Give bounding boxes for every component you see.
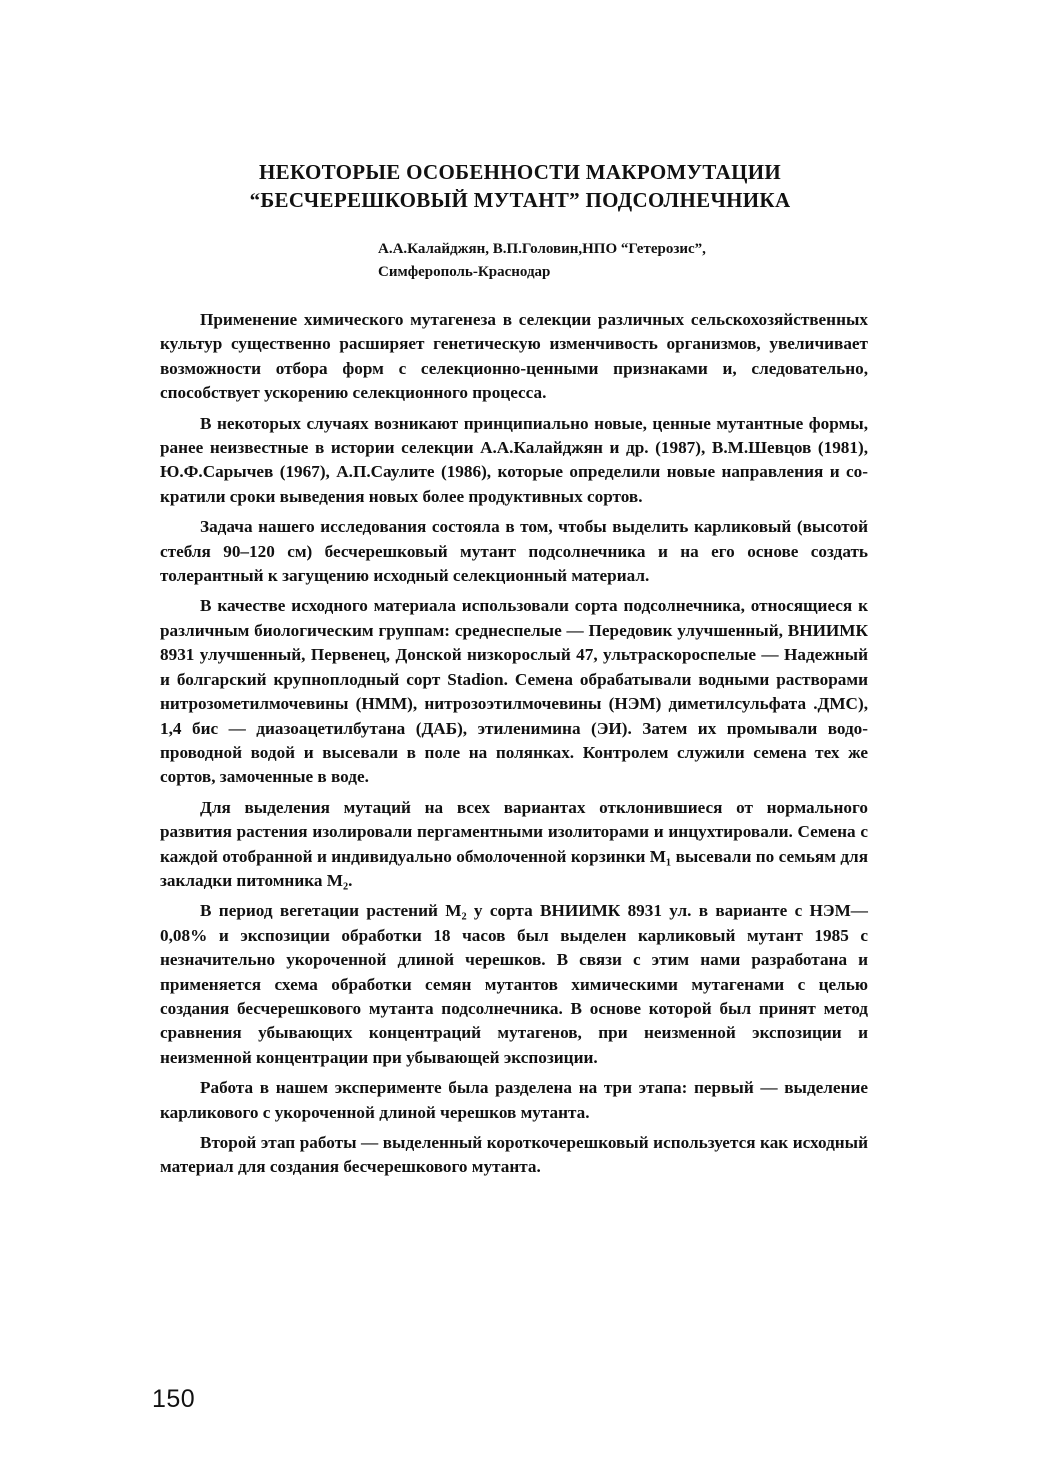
paragraph: Применение химического мутагенеза в селекции различных сельскохозяйственных культур существенно расширяет генетическую изменчивость организмов, увеличивает возможности отбора форм с селекционно-ценными признаками и, следовательно, способствует ускорению селекционного процесса. xyxy=(160,310,868,403)
article-body xyxy=(160,308,868,1186)
affiliation-line: Симферополь-Краснодар xyxy=(378,264,551,280)
authors-line: А.А.Калайджян, В.П.Головин,НПО “Гетерозис”, xyxy=(378,241,706,257)
authors-affiliation xyxy=(378,238,858,284)
paragraph: Для выделения мутаций на всех вариантах отклонившиеся от нормального развития растения изолировали пергаментными изолиторами и инцухтировали. Семена с каждой отобранной и индивидуально обмолоченной корзинки М₁ высевали по семьям для закладки питомника М₂. xyxy=(160,797,868,890)
paragraph: В некоторых случаях возникают принципиально новые, ценные мутантные формы, ранее неизвестные в истории селекции А.А.Калайджян и др. (1987), В.М.Шевцов (1981), Ю.Ф.Сарычев (1967), А.П.Саулите (1986), которые определили новые направления и сократили сроки выведения новых более продуктивных сортов. xyxy=(160,413,868,506)
paragraph: Работа в нашем эксперименте была разделена на три этапа: первый — выделение карликового с укороченной длиной черешков мутанта. xyxy=(160,1078,868,1122)
paragraph: В качестве исходного материала использовали сорта подсолнечника, относящиеся к различным биологическим группам: среднеспелые — Передовик улучшенный, ВНИИМК 8931 улучшенный, Первенец, Донской низкорослый 47, ультраскороспелые — Надежный и болгарский крупноплодный сорт Stadion. Семена обрабатывали водными растворами нитрозометилмочевины (НММ), нитрозоэтилмочевины (НЭМ) диметилсульфата .ДМС), 1,4 бис — диазоацетилбутана (ДАБ), этиленимина (ЭИ). Затем их промывали водопроводной водой и высевали в поле на полянках. Контролем служили семена тех же сортов, замоченные в воде. xyxy=(160,596,868,787)
paragraph: Задача нашего исследования состояла в том, чтобы выделить карликовый (высотой стебля 90–120 см) бесчерешковый мутант подсолнечника и на его основе создать толерантный к загущению исходный селекционный материал. xyxy=(160,517,868,586)
paragraph: Второй этап работы — выделенный короткочерешковый используется как исходный материал для создания бесчерешкового мутанта. xyxy=(160,1133,868,1177)
paragraph: В период вегетации растений М₂ у сорта ВНИИМК 8931 ул. в варианте с НЭМ—0,08% и экспозиции обработки 18 часов был выделен карликовый мутант 1985 с незначительно укороченной длиной черешков. В связи с этим нами разработана и применяется схема обработки семян мутантов химическими мутагенами с целью создания бесчерешкового мутанта подсолнечника. В основе которой был принят метод сравнения убывающих концентраций мутагенов, при неизменной экспозиции и неизменной концентрации при убывающей экспозиции. xyxy=(160,901,868,1067)
article-title xyxy=(150,158,890,214)
page-number: 150 xyxy=(152,1385,196,1413)
title-line: “БЕСЧЕРЕШКОВЫЙ МУТАНТ” ПОДСОЛНЕЧНИКА xyxy=(249,188,791,212)
title-line: НЕКОТОРЫЕ ОСОБЕННОСТИ МАКРОМУТАЦИИ xyxy=(259,160,781,184)
